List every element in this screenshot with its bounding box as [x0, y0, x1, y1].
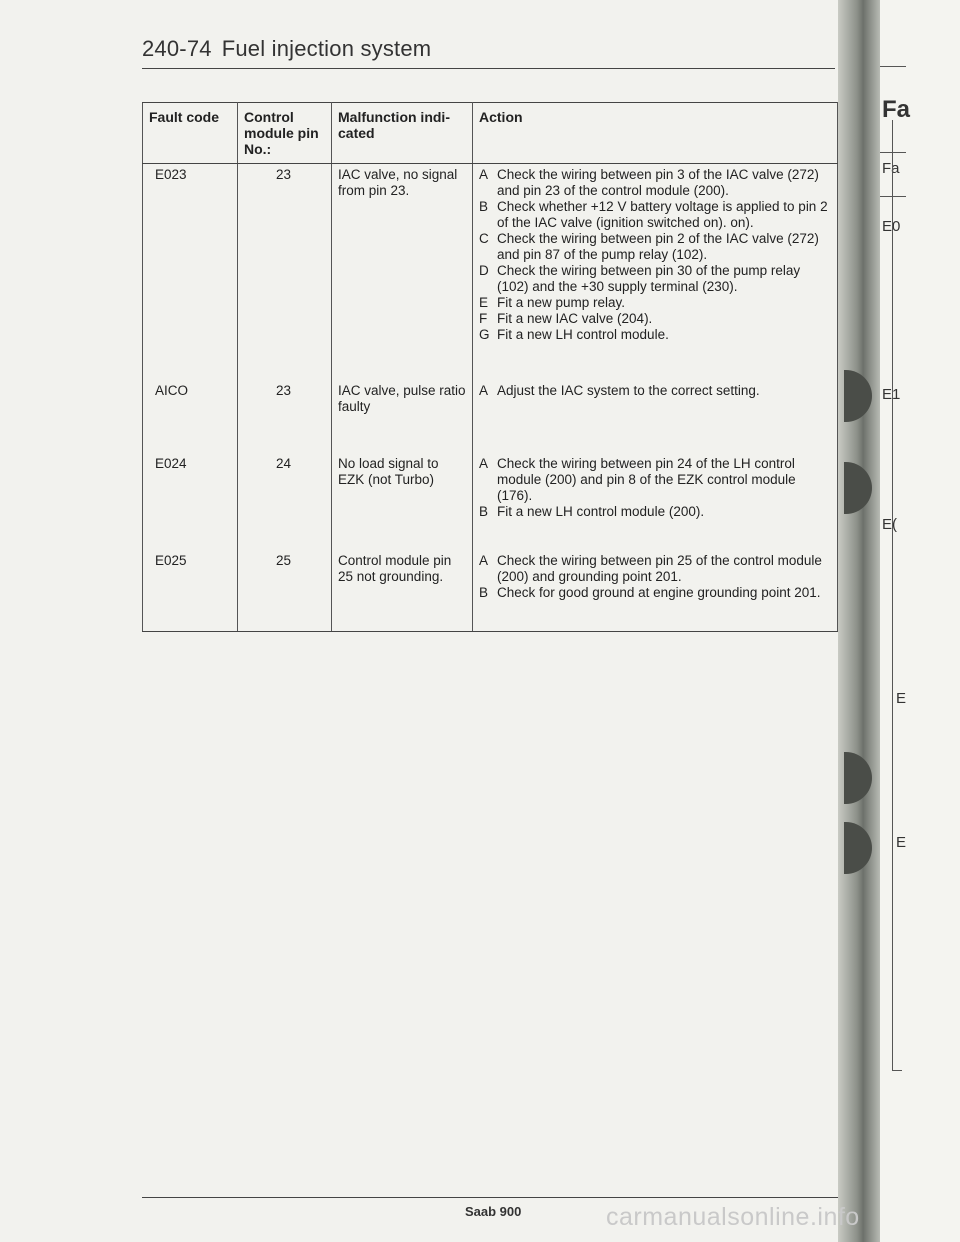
action-list [479, 167, 831, 343]
action-cell [473, 545, 838, 632]
adjacent-label: E [896, 690, 907, 707]
action-text: Check the wiring between pin 2 of the IAC valve (272) and pin 87 of the pump relay (102). [497, 231, 819, 262]
action-item [479, 327, 831, 343]
action-letter: D [479, 263, 489, 278]
action-item [479, 456, 831, 504]
adjacent-heading: Fa [882, 96, 911, 123]
control-pin: 24 [238, 448, 332, 545]
action-cell [473, 164, 838, 376]
action-letter: B [479, 504, 489, 519]
action-letter: C [479, 231, 489, 246]
header-control-pin: Control module pin No.: [238, 103, 332, 164]
header-rule [142, 68, 835, 69]
action-text: Check the wiring between pin 25 of the control module (200) and grounding point 201. [497, 553, 822, 584]
action-text: Check for good ground at engine grounding point 201. [497, 585, 821, 600]
action-letter: F [479, 311, 488, 326]
action-text: Check the wiring between pin 3 of the IAC valve (272) and pin 23 of the control module (200). [497, 167, 819, 198]
action-item [479, 167, 831, 199]
page-header [142, 36, 431, 62]
malfunction: IAC valve, pulse ratio faulty [332, 375, 473, 448]
table-row [143, 545, 838, 632]
adjacent-label: E [896, 834, 907, 851]
action-item [479, 199, 831, 231]
adjacent-label: E( [882, 516, 897, 533]
table-row [143, 375, 838, 448]
action-letter: G [479, 327, 490, 342]
action-text: Fit a new IAC valve (204). [497, 311, 653, 326]
fault-code: E024 [143, 448, 238, 545]
action-item [479, 295, 831, 311]
action-text: Fit a new LH control module (200). [497, 504, 705, 519]
action-letter: A [479, 167, 489, 182]
action-cell [473, 448, 838, 545]
fault-code: E025 [143, 545, 238, 632]
adjacent-label: Fa [882, 160, 900, 177]
adjacent-label: E1 [882, 386, 901, 403]
action-item [479, 311, 831, 327]
control-pin: 23 [238, 164, 332, 376]
table-header-row [143, 103, 838, 164]
action-letter: A [479, 383, 489, 398]
header-malfunction: Malfunction indi-cated [332, 103, 473, 164]
action-item [479, 504, 831, 520]
adjacent-rule [880, 152, 906, 153]
page-title: Fuel injection system [221, 36, 432, 61]
action-item [479, 585, 831, 601]
action-letter: B [479, 199, 489, 214]
fault-code: AICO [143, 375, 238, 448]
header-action: Action [473, 103, 838, 164]
footer-rule [142, 1197, 842, 1198]
adjacent-rule [880, 196, 906, 197]
action-list [479, 553, 831, 601]
fault-code-table [142, 102, 838, 632]
control-pin: 25 [238, 545, 332, 632]
action-item [479, 231, 831, 263]
action-item [479, 263, 831, 295]
header-fault-code: Fault code [143, 103, 238, 164]
adjacent-page-edge [838, 0, 960, 1242]
action-item [479, 553, 831, 585]
action-text: Check the wiring between pin 24 of the LH control module (200) and pin 8 of the EZK control module (176). [497, 456, 796, 503]
adjacent-rule [892, 120, 893, 1070]
action-text: Adjust the IAC system to the correct setting. [497, 383, 760, 398]
watermark: carmanualsonline.info [606, 1203, 860, 1231]
action-item [479, 383, 831, 399]
table-row [143, 448, 838, 545]
action-text: Fit a new LH control module. [497, 327, 669, 342]
adjacent-page [880, 0, 960, 1242]
table-row [143, 164, 838, 376]
footer-text: Saab 900 [465, 1204, 522, 1219]
action-text: Check the wiring between pin 30 of the pump relay (102) and the +30 supply terminal (230). [497, 263, 801, 294]
malfunction: Control module pin 25 not grounding. [332, 545, 473, 632]
action-letter: E [479, 295, 489, 310]
action-cell [473, 375, 838, 448]
action-letter: A [479, 553, 489, 568]
page-number: 240-74 [142, 36, 212, 61]
adjacent-label: E0 [882, 218, 901, 235]
malfunction: No load signal to EZK (not Turbo) [332, 448, 473, 545]
adjacent-rule [880, 66, 906, 67]
action-text: Check whether +12 V battery voltage is applied to pin 2 of the IAC valve (ignition switched on). on). [497, 199, 828, 230]
action-list [479, 383, 831, 399]
action-list [479, 456, 831, 520]
action-letter: A [479, 456, 489, 471]
adjacent-rule [892, 1070, 902, 1071]
malfunction: IAC valve, no signal from pin 23. [332, 164, 473, 376]
binder-edge-shadow [838, 0, 880, 1242]
action-letter: B [479, 585, 489, 600]
fault-code: E023 [143, 164, 238, 376]
action-text: Fit a new pump relay. [497, 295, 626, 310]
control-pin: 23 [238, 375, 332, 448]
